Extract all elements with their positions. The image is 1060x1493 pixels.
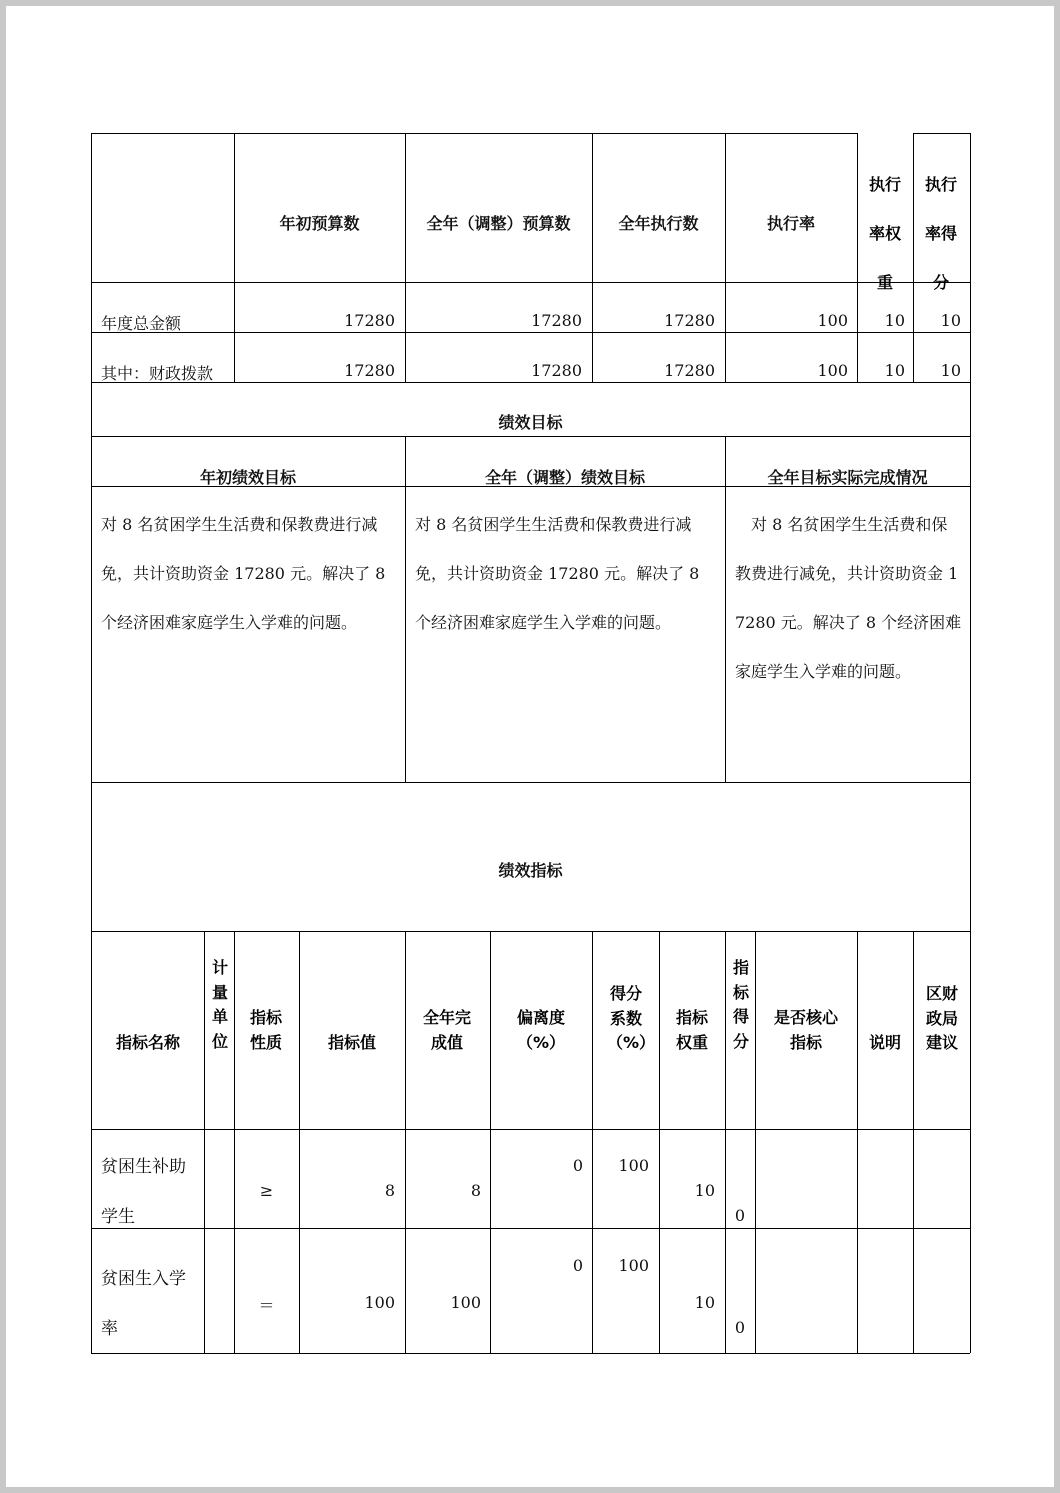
ind-row-score: 0: [734, 1318, 746, 1337]
ind-header-deviation: 偏离度（%）: [516, 1008, 566, 1052]
table-border-right: [970, 133, 971, 1353]
budget-col-line: [725, 133, 726, 382]
budget-row2-bottom: [91, 382, 970, 383]
ind-row-weight: 10: [694, 1181, 715, 1200]
budget-header-score: 执行率得分: [924, 175, 957, 292]
budget-cell: 17280: [344, 311, 395, 330]
indicators-col-line: [204, 931, 205, 1353]
goals-text-adjusted: 对 8 名贫困学生生活费和保教费进行减免，共计资助资金 17280 元。解决了 8 个经济困难家庭学生入学难的问题。: [415, 515, 700, 632]
goals-title: 绩效目标: [498, 413, 563, 432]
indicators-col-line: [857, 931, 858, 1353]
table-border-top-right: [913, 133, 970, 134]
indicators-row1-bottom: [91, 1228, 970, 1229]
ind-row-score: 0: [734, 1206, 746, 1225]
ind-header-core: 是否核心指标: [773, 1008, 838, 1052]
budget-cell: 100: [817, 311, 848, 330]
goals-text-initial: 对 8 名贫困学生生活费和保教费进行减免，共计资助资金 17280 元。解决了 8 个经济困难家庭学生入学难的问题。: [101, 515, 386, 632]
budget-col-line: [405, 133, 406, 382]
indicators-col-line: [299, 931, 300, 1353]
ind-header-note: 说明: [868, 1033, 901, 1052]
indicators-col-line: [913, 931, 914, 1353]
indicators-col-line: [234, 931, 235, 1353]
budget-cell: 10: [884, 361, 905, 380]
goals-title-bottom: [91, 436, 970, 437]
budget-row1-bottom: [91, 332, 970, 333]
ind-row-name: 贫困生补助学生: [101, 1157, 186, 1227]
goals-text-bottom: [91, 782, 970, 783]
indicators-col-line: [755, 931, 756, 1353]
table-border-left: [91, 133, 92, 1353]
indicators-col-line: [725, 931, 726, 1353]
document-page: [6, 6, 1054, 1487]
ind-header-weight: 指标权重: [675, 1008, 708, 1052]
indicators-col-line: [592, 931, 593, 1353]
table-border-top: [91, 133, 857, 134]
budget-cell: 17280: [664, 361, 715, 380]
budget-header-rate: 执行率: [766, 214, 815, 233]
goals-text-actual: 对 8 名贫困学生生活费和保教费进行减免，共计资助资金 17280 元。解决了 8 个经济困难家庭学生入学难的问题。: [735, 515, 962, 681]
ind-header-value: 指标值: [327, 1033, 376, 1052]
ind-header-name: 指标名称: [115, 1033, 180, 1052]
ind-row-deviation: 0: [572, 1256, 583, 1275]
budget-header-adjusted: 全年（调整）预算数: [426, 214, 571, 233]
ind-row-name: 贫困生入学率: [101, 1269, 186, 1339]
budget-cell: 100: [817, 361, 848, 380]
indicators-col-line: [659, 931, 660, 1353]
budget-cell: 17280: [531, 311, 582, 330]
ind-header-coef: 得分系数（%）: [607, 984, 656, 1052]
ind-row-nature: ≥: [259, 1181, 274, 1200]
ind-row-weight: 10: [694, 1293, 715, 1312]
budget-row-label: 年度总金额: [101, 314, 182, 333]
budget-header-executed: 全年执行数: [618, 214, 699, 233]
ind-row-actual: 8: [470, 1181, 481, 1200]
budget-header-weight: 执行率权重: [868, 175, 901, 292]
indicators-title-bottom: [91, 931, 970, 932]
ind-header-nature: 指标性质: [249, 1008, 282, 1052]
budget-header-initial: 年初预算数: [279, 214, 360, 233]
ind-header-unit: 计量单位: [212, 958, 229, 1051]
ind-header-score: 指标得分: [733, 958, 750, 1051]
budget-cell: 17280: [531, 361, 582, 380]
budget-header-bottom: [91, 282, 970, 283]
goals-header-adjusted: 全年（调整）绩效目标: [484, 468, 645, 487]
budget-cell: 10: [940, 311, 961, 330]
table-border-bottom: [91, 1353, 970, 1354]
ind-row-coef: 100: [618, 1256, 649, 1275]
ind-row-deviation: 0: [572, 1156, 583, 1175]
indicators-col-line: [490, 931, 491, 1353]
ind-header-actual: 全年完成值: [422, 1008, 471, 1052]
indicators-title: 绩效指标: [498, 861, 563, 880]
budget-col-line: [857, 133, 858, 382]
ind-row-value: 100: [364, 1293, 395, 1312]
budget-col-line: [913, 133, 914, 382]
budget-cell: 17280: [664, 311, 715, 330]
ind-header-advice: 区财政局建议: [925, 984, 958, 1052]
indicators-header-bottom: [91, 1129, 970, 1130]
budget-cell: 10: [940, 361, 961, 380]
ind-row-nature: ＝: [258, 1296, 275, 1315]
budget-col-line: [234, 133, 235, 382]
ind-row-actual: 100: [450, 1293, 481, 1312]
budget-cell: 17280: [344, 361, 395, 380]
indicators-col-line: [405, 931, 406, 1353]
budget-cell: 10: [884, 311, 905, 330]
goals-header-actual: 全年目标实际完成情况: [767, 468, 928, 487]
ind-row-coef: 100: [618, 1156, 649, 1175]
ind-row-value: 8: [384, 1181, 395, 1200]
budget-col-line: [592, 133, 593, 382]
budget-row-label: 其中：财政拨款: [101, 364, 214, 383]
goals-header-initial: 年初绩效目标: [199, 468, 296, 487]
